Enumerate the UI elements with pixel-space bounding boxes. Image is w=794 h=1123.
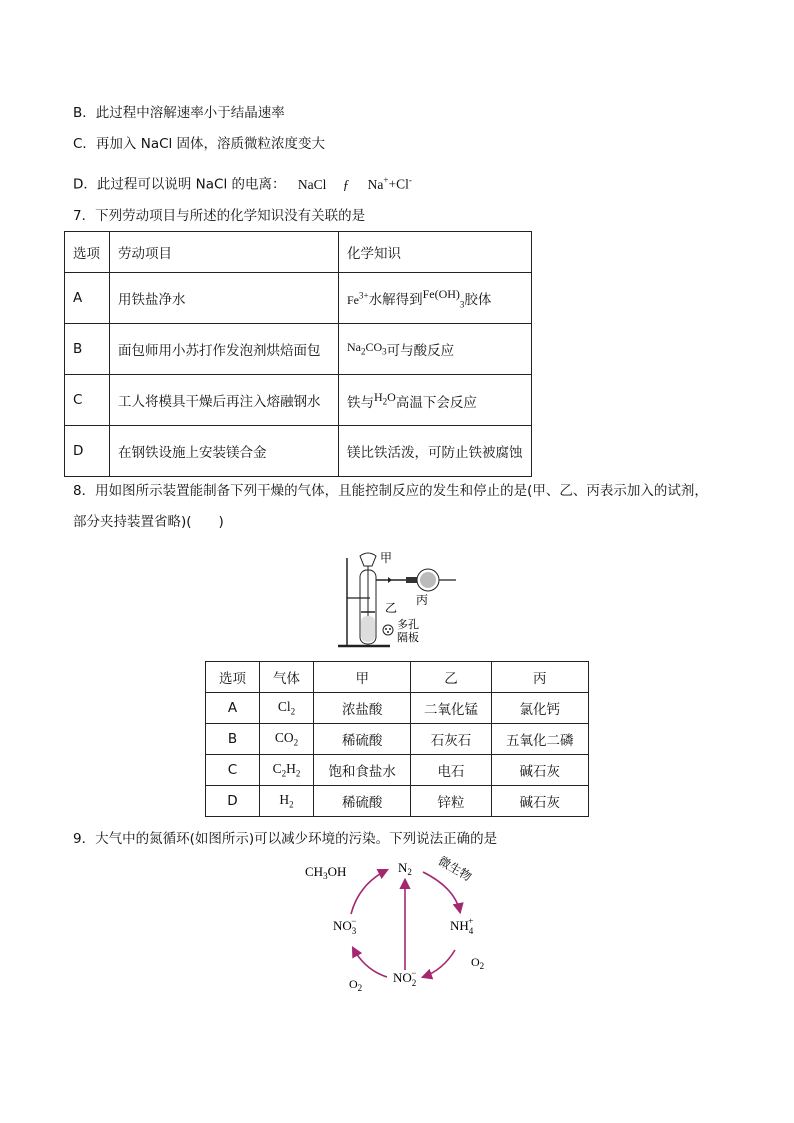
formula-feoh: Fe(OH) (422, 286, 460, 301)
q7-header-knowledge: 化学知识 (339, 232, 532, 273)
q7-row-d-labor: 在钢铁设施上安装镁合金 (110, 426, 339, 477)
label-bing: 丙 (416, 593, 429, 607)
sub-2: 2 (361, 346, 366, 357)
sub-2: 2 (382, 396, 388, 407)
arrow-no2-to-no3 (353, 948, 387, 977)
q8-header-jia: 甲 (314, 662, 411, 693)
funnel (360, 553, 376, 566)
q8-row-a-bing: 氯化钙 (491, 693, 588, 724)
sub-3: 3 (459, 299, 465, 310)
q8-row-c-gas (260, 755, 314, 786)
gas-sub: 2 (289, 799, 294, 810)
table-row (206, 755, 589, 786)
q6-eq-na: Na (367, 176, 384, 192)
gas-sub-2: 2 (295, 768, 301, 779)
q8-row-b-gas (260, 724, 314, 755)
q8-row-a-option: A (206, 693, 260, 724)
gas-sub: 2 (293, 737, 299, 748)
q6-eq-na-charge: + (383, 175, 389, 185)
label-duokong: 多孔 (397, 619, 419, 631)
label-no3: $NO_3-$ (333, 916, 357, 936)
q8-stem-line2: 部分夹持装置省略)( ) (73, 514, 224, 530)
formula-na: Na (347, 340, 361, 354)
table-header-row (65, 232, 532, 273)
label-nh4: $NH_4+$ (450, 916, 474, 936)
arrow-nh4-to-no2 (423, 950, 455, 977)
label-jia: 甲 (380, 551, 393, 565)
text-hydrolysis: 水解得到 (368, 291, 423, 308)
q9-nitrogen-cycle-diagram (295, 850, 500, 1000)
label-ch3oh: $CH_3OH$ (305, 864, 347, 881)
q8-row-c-jia: 饱和食盐水 (314, 755, 411, 786)
q6-option-c: C．再加入 NaCl 固体，溶质微粒浓度变大 (73, 136, 326, 152)
table-header-row (206, 662, 589, 693)
q6-option-d-prefix: D．此过程可以说明 NaCl 的电离： (73, 176, 286, 193)
q8-row-d-jia: 稀硫酸 (314, 786, 411, 817)
text-reacts-with-acid: 可与酸反应 (386, 343, 455, 359)
sub-3: 3 (382, 346, 387, 357)
gas-formula: CO (274, 730, 294, 746)
charge-3plus: 3+ (359, 290, 369, 301)
gas-formula: H (279, 792, 290, 808)
gas-formula: C (272, 761, 282, 777)
q8-row-c-option: C (206, 755, 260, 786)
table-row (65, 375, 532, 426)
q8-row-b-option: B (206, 724, 260, 755)
text-high-temp: 高温下会反应 (395, 395, 477, 411)
table-row (206, 724, 589, 755)
label-microbe: 微生物 (435, 853, 475, 884)
liquid (361, 616, 375, 642)
q8-row-b-bing: 五氧化二磷 (491, 724, 588, 755)
q6-eq-left: NaCl (297, 176, 327, 192)
q7-header-labor: 劳动项目 (110, 232, 339, 273)
q6-option-d (73, 170, 412, 195)
q8-row-d-option: D (206, 786, 260, 817)
q6-eq-arrow: ƒ (342, 176, 350, 192)
q8-row-d-gas (260, 786, 314, 817)
q8-row-c-yi: 电石 (411, 755, 491, 786)
q8-row-c-bing: 碱石灰 (491, 755, 588, 786)
formula-h: H (374, 390, 383, 404)
q8-row-b-yi: 石灰石 (411, 724, 491, 755)
q7-row-c-knowledge (339, 375, 532, 426)
q7-row-a-option: A (65, 273, 110, 324)
label-n2: $N_2$ (398, 860, 412, 877)
q8-table (205, 661, 589, 817)
q7-row-d-option: D (65, 426, 110, 477)
q7-table (64, 231, 532, 477)
q7-header-option: 选项 (65, 232, 110, 273)
drying-agent (420, 572, 436, 588)
porous-plate-icon (383, 625, 393, 635)
label-yi: 乙 (385, 601, 398, 615)
q7-row-b-labor: 面包师用小苏打作发泡剂烘焙面包 (110, 324, 339, 375)
q8-stem-line1: 8．用如图所示装置能制备下列干燥的气体，且能控制反应的发生和停止的是(甲、乙、丙表示加入的试剂， (73, 483, 708, 499)
q6-eq-cl: +Cl (388, 176, 409, 192)
q8-row-a-jia: 浓盐酸 (314, 693, 411, 724)
text-colloid: 胶体 (464, 291, 492, 308)
q6-eq-cl-charge: - (408, 175, 412, 185)
connector (406, 577, 418, 583)
q7-row-b-option: B (65, 324, 110, 375)
q7-row-c-labor: 工人将模具干燥后再注入熔融钢水 (110, 375, 339, 426)
q8-apparatus-figure (330, 550, 465, 652)
stopcock (388, 577, 392, 583)
label-no2: $NO_2-$ (393, 968, 417, 988)
gas-formula-tail: H (286, 761, 296, 777)
table-row (206, 786, 589, 817)
q8-row-d-bing: 碱石灰 (491, 786, 588, 817)
q9-stem: 9．大气中的氮循环(如图所示)可以减少环境的污染。下列说法正确的是 (73, 831, 498, 847)
arrow-no3-to-n2 (351, 870, 387, 914)
q7-row-a-labor: 用铁盐净水 (110, 273, 339, 324)
formula-o: O (387, 390, 396, 404)
q7-row-a-knowledge (339, 273, 532, 324)
gas-formula: Cl (277, 699, 291, 715)
table-row (65, 324, 532, 375)
q8-row-a-yi: 二氧化锰 (411, 693, 491, 724)
table-row (65, 426, 532, 477)
table-row (206, 693, 589, 724)
label-o2-left: $O_2$ (349, 977, 363, 993)
q8-row-d-yi: 锌粒 (411, 786, 491, 817)
text-iron-with: 铁与 (347, 395, 374, 411)
formula-fe: Fe (347, 292, 359, 307)
q8-header-yi: 乙 (411, 662, 491, 693)
formula-co: CO (365, 340, 383, 354)
q8-row-b-jia: 稀硫酸 (314, 724, 411, 755)
arrow-n2-to-nh4 (423, 872, 460, 912)
label-geban: 隔板 (397, 632, 419, 644)
q7-row-d-knowledge: 镁比铁活泼，可防止铁被腐蚀 (339, 426, 532, 477)
q7-stem: 7．下列劳动项目与所述的化学知识没有关联的是 (73, 208, 366, 224)
q7-row-b-knowledge (339, 324, 532, 375)
q8-header-option: 选项 (206, 662, 260, 693)
label-o2-right: $O_2$ (471, 955, 485, 971)
gas-sub: 2 (281, 768, 287, 779)
q6-option-b: B．此过程中溶解速率小于结晶速率 (73, 105, 285, 121)
q8-header-bing: 丙 (491, 662, 588, 693)
q8-row-a-gas (260, 693, 314, 724)
table-row (65, 273, 532, 324)
q8-header-gas: 气体 (260, 662, 314, 693)
gas-sub: 2 (290, 706, 296, 717)
q7-row-c-option: C (65, 375, 110, 426)
